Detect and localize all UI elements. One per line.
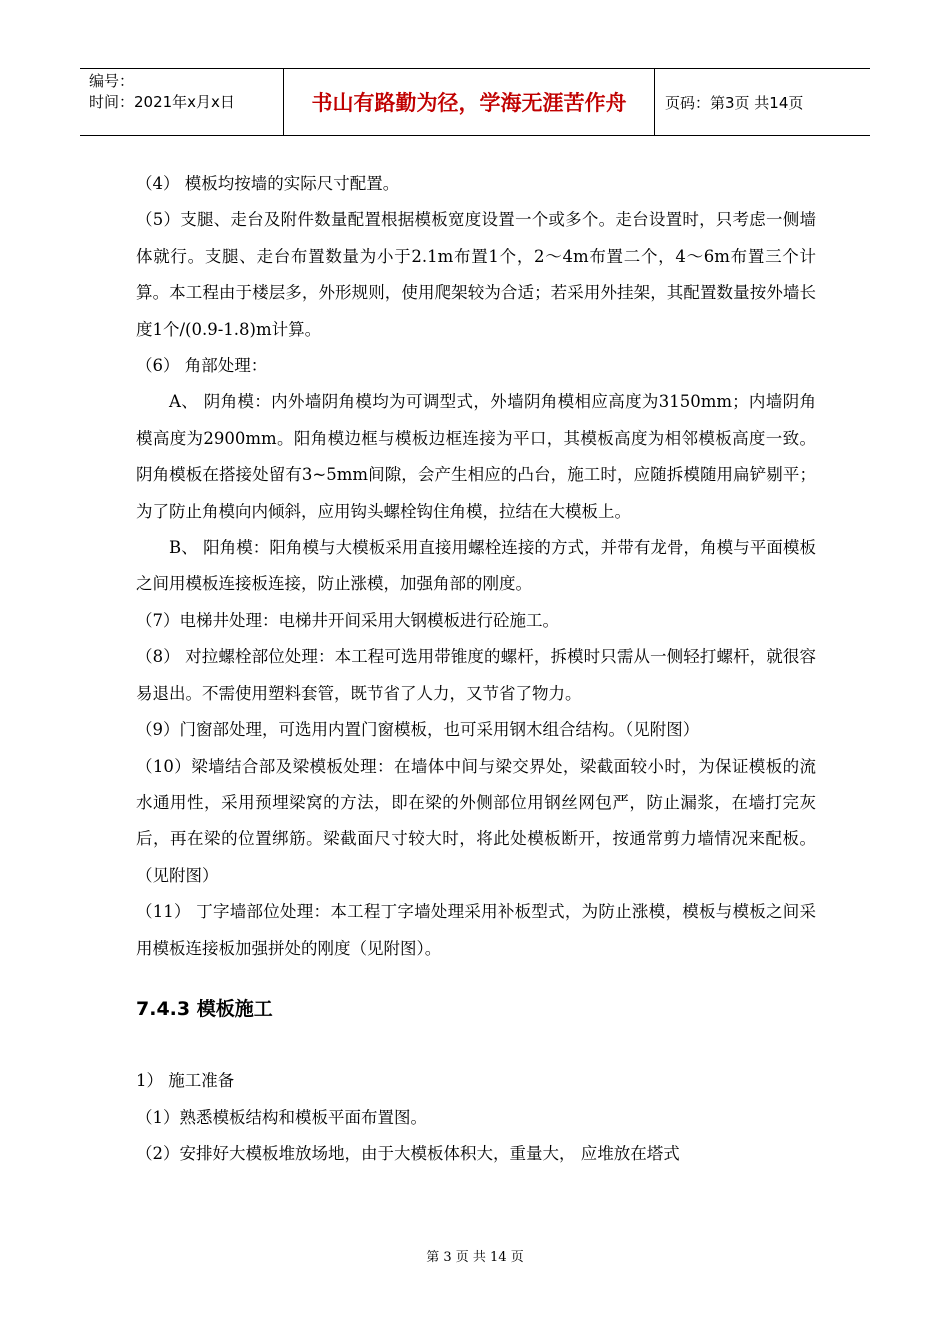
header-meta <box>80 69 283 135</box>
header-page-info: 页码：第3页 共14页 <box>665 93 804 112</box>
section-heading: 7.4.3 模板施工 <box>136 997 273 1020</box>
paragraph: （8） 对拉螺栓部位处理：本工程可选用带锥度的螺杆，拆模时只需从一侧轻打螺杆，就很容易退出。不需使用塑料套管，既节省了人力，又节省了物力。 <box>136 647 816 703</box>
paragraph: （9）门窗部处理，可选用内置门窗模板，也可采用钢木组合结构。（见附图） <box>136 720 700 740</box>
page-header <box>80 68 870 136</box>
sub-paragraph: （1）熟悉模板结构和模板平面布置图。 <box>136 1107 427 1127</box>
paragraph: （11） 丁字墙部位处理：本工程丁字墙处理采用补板型式，为防止涨模，模板与模板之间采用模板连接板加强拼处的刚度（见附图）。 <box>136 902 816 958</box>
paragraph: （6） 角部处理： <box>136 356 268 376</box>
paragraph: B、 阳角模：阳角模与大模板采用直接用螺栓连接的方式，并带有龙骨，角模与平面模板之间用模板连接板连接，防止涨模，加强角部的刚度。 <box>136 538 816 594</box>
document-body <box>136 166 816 1173</box>
paragraph: （10）梁墙结合部及梁模板处理：在墙体中间与梁交界处，梁截面较小时，为保证模板的流水通用性，采用预埋梁窝的方法，即在梁的外侧部位用钢丝网包严，防止漏浆，在墙打完灰后，再在梁的位置绑筋。梁截面尺寸较大时，将此处模板断开，按通常剪力墙情况来配板。（见附图） <box>136 756 816 885</box>
paragraph: （5）支腿、走台及附件数量配置根据模板宽度设置一个或多个。走台设置时，只考虑一侧墙体就行。支腿、走台布置数量为小于2.1m布置1个，2～4m布置二个，4～6m布置三个计算。本工程由于楼层多，外形规则，使用爬架较为合适；若采用外挂架，其配置数量按外墙长度1个/(0.9-1.8)m计算。 <box>136 210 816 339</box>
paragraph: （4） 模板均按墙的实际尺寸配置。 <box>136 174 400 193</box>
sub-paragraph: （2）安排好大模板堆放场地，由于大模板体积大，重量大， 应堆放在塔式 <box>136 1144 680 1164</box>
document-number-label: 编号： <box>89 72 135 90</box>
document-time-label: 时间：2021年x月x日 <box>89 93 235 111</box>
paragraph: （7）电梯井处理：电梯井开间采用大钢模板进行砼施工。 <box>136 610 559 630</box>
paragraph: A、 阴角模：内外墙阴角模均为可调型式，外墙阴角模相应高度为3150mm；内墙阴角模高度为2900mm。阳角模边框与模板边框连接为平口，其模板高度为相邻模板高度一致。阴角模板在搭接处留有3~5mm间隙，会产生相应的凸台，施工时，应随拆模随用扁铲剔平；为了防止角模向内倾斜，应用钩头螺栓钩住角模，拉结在大模板上。 <box>136 392 816 521</box>
page-footer: 第 3 页 共 14 页 <box>426 1250 524 1265</box>
sub-paragraph: 1） 施工准备 <box>136 1071 235 1091</box>
header-motto: 书山有路勤为径，学海无涯苦作舟 <box>283 69 655 135</box>
